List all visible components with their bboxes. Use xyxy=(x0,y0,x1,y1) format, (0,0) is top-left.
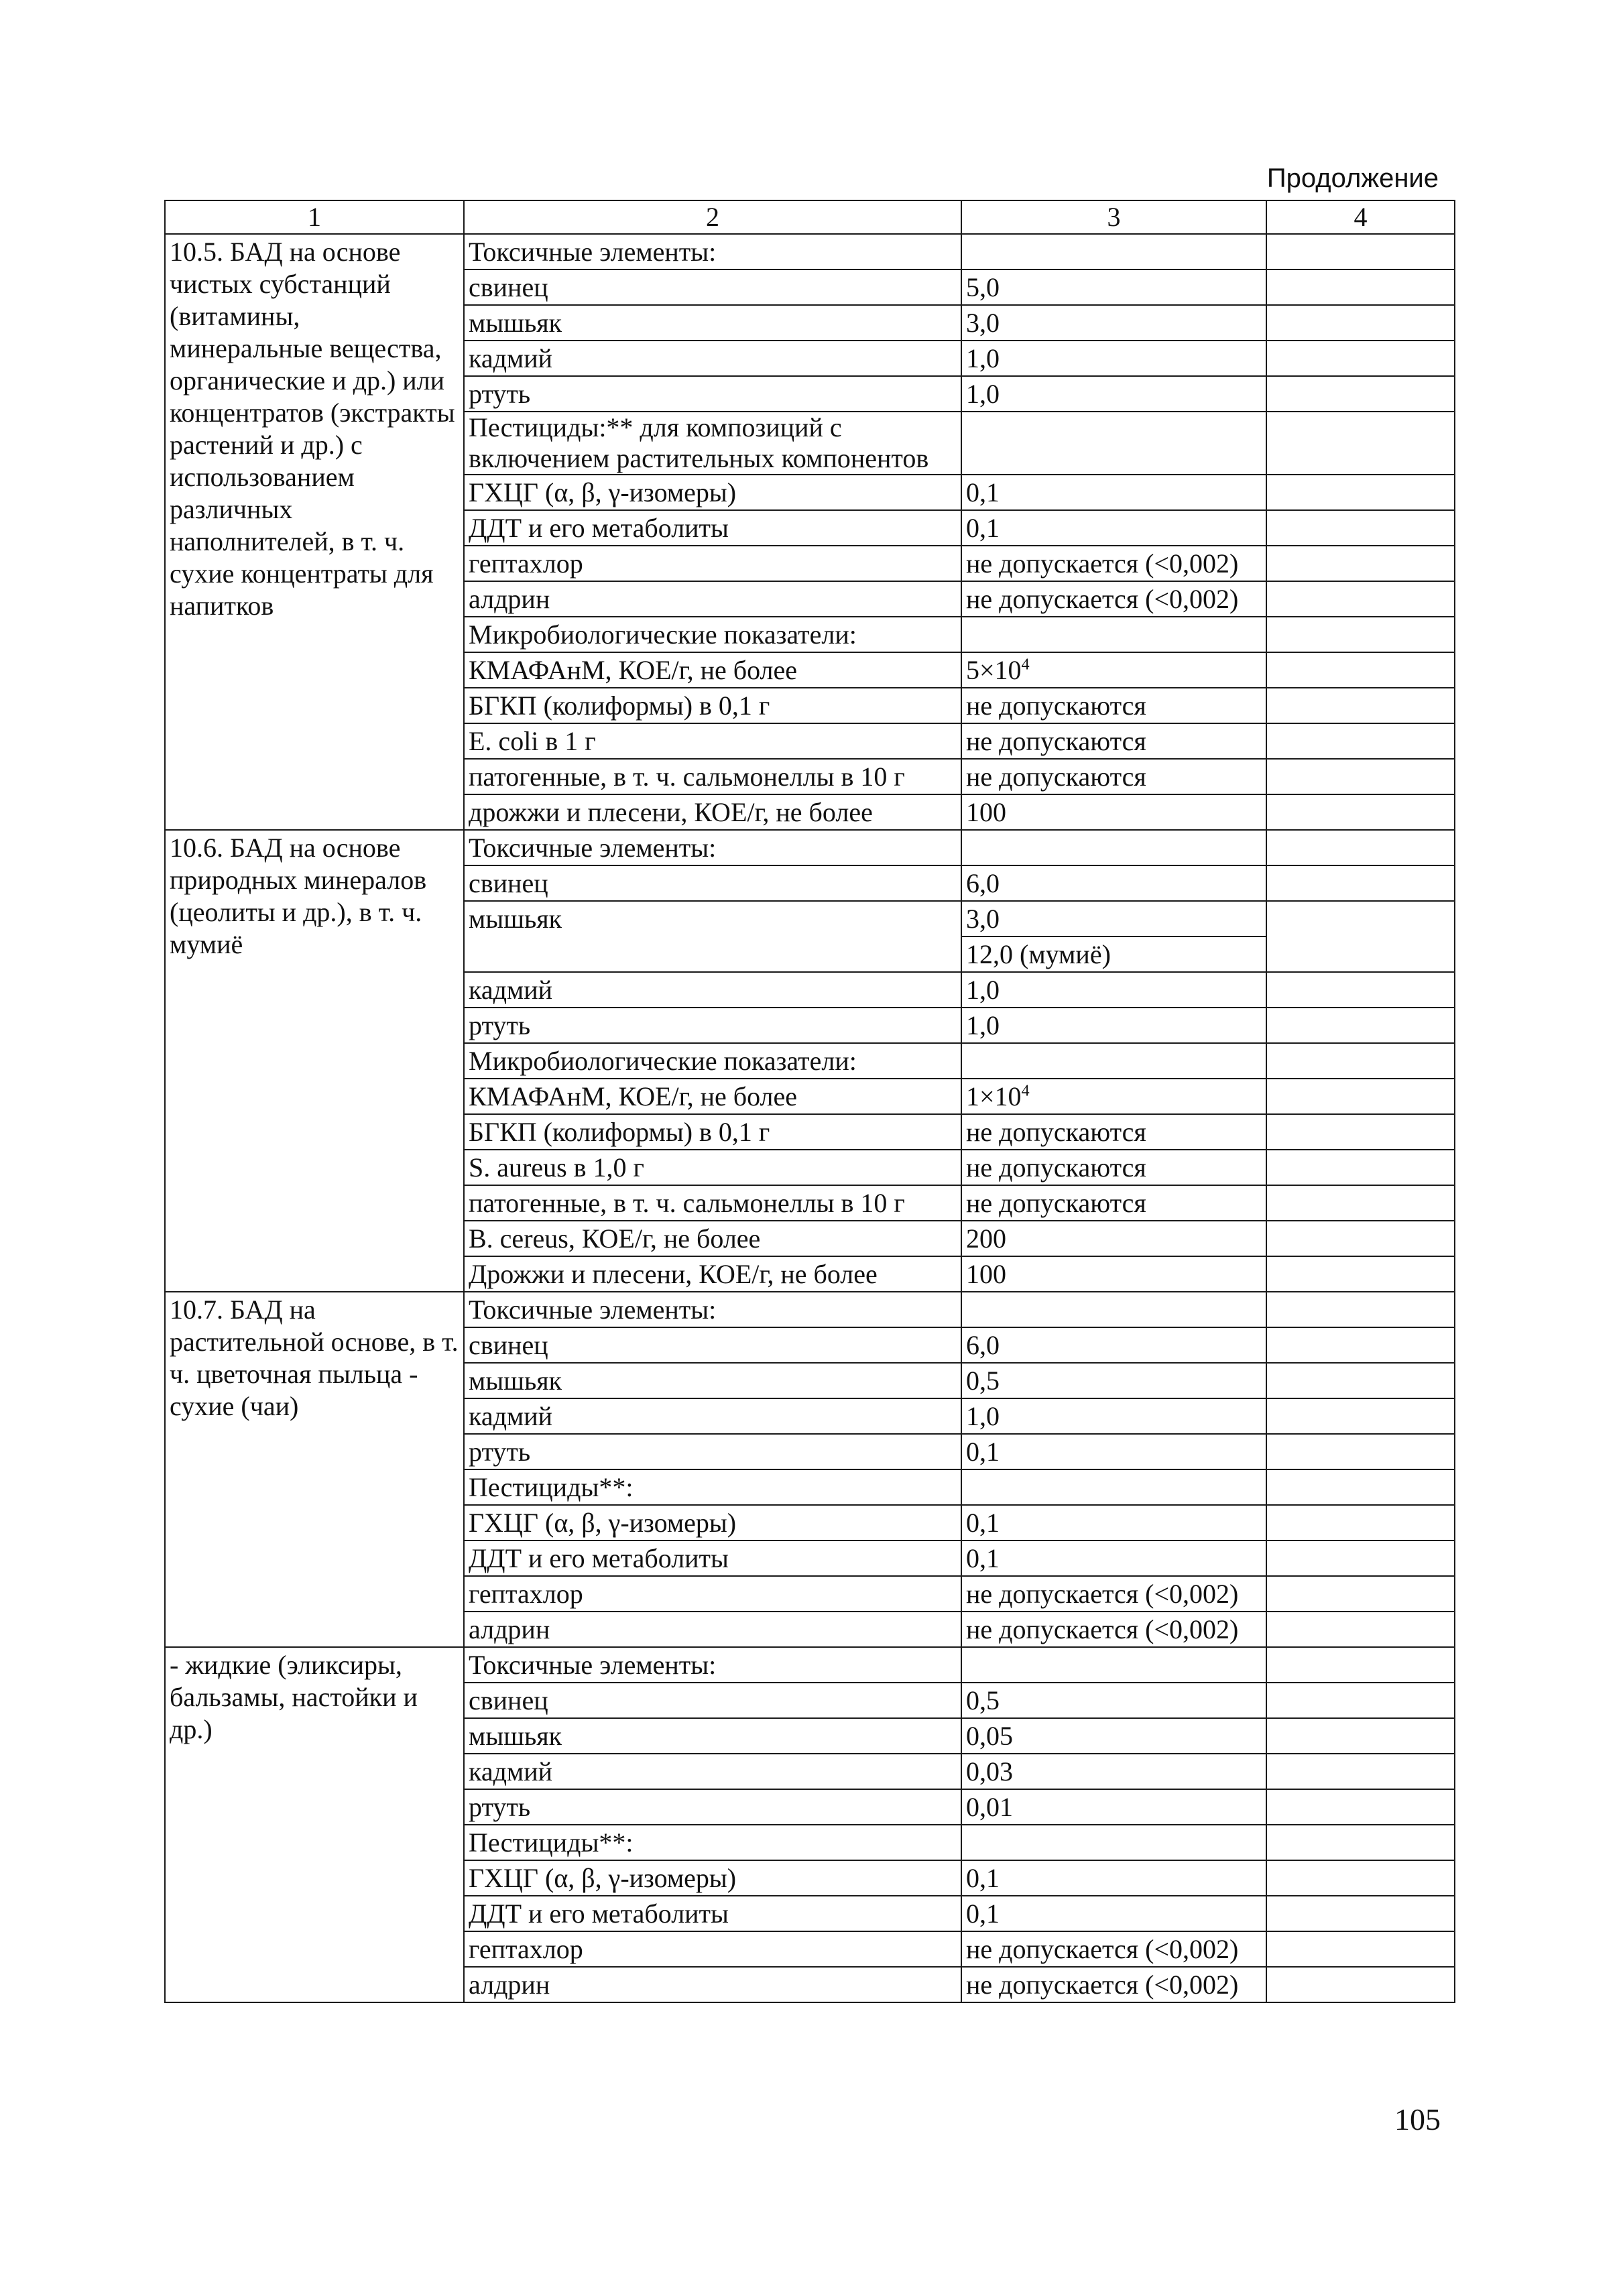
empty-cell xyxy=(1266,546,1455,581)
empty-cell xyxy=(1266,1931,1455,1967)
section-name: 10.7. БАД на растительной основе, в т. ч. цветочная пыльца - сухие (чаи) xyxy=(165,1292,464,1647)
value-text: 5,0 xyxy=(966,272,1000,302)
indicator-cell: кадмий xyxy=(464,341,961,376)
empty-cell xyxy=(1266,1185,1455,1221)
value-text: 3,0 xyxy=(966,904,1000,934)
indicator-cell: КМАФАнМ, КОЕ/г, не более xyxy=(464,1079,961,1114)
empty-cell xyxy=(1266,1256,1455,1292)
value-cell xyxy=(961,510,1266,546)
column-header: 2 xyxy=(464,200,961,234)
value-cell xyxy=(961,723,1266,759)
value-cell xyxy=(961,1256,1266,1292)
value-text: 3,0 xyxy=(966,308,1000,338)
indicator-cell: БГКП (колиформы) в 0,1 г xyxy=(464,1114,961,1150)
empty-cell xyxy=(1266,1647,1455,1683)
value-text: 1×10 xyxy=(966,1081,1022,1111)
value-text: не допускаются xyxy=(966,1152,1146,1183)
continuation-label: Продолжение xyxy=(1266,164,1439,193)
value-text: не допускаются xyxy=(966,690,1146,721)
value-cell xyxy=(961,1114,1266,1150)
empty-cell xyxy=(1266,1860,1455,1896)
value-cell xyxy=(961,1896,1266,1931)
value-cell xyxy=(961,376,1266,412)
requirements-table xyxy=(164,200,1455,2003)
value-text: 0,5 xyxy=(966,1366,1000,1396)
section-name: 10.6. БАД на основе природных минералов (цеолиты и др.), в т. ч. мумиё xyxy=(165,830,464,1292)
value-cell xyxy=(961,759,1266,794)
indicator-cell: ртуть xyxy=(464,1008,961,1043)
empty-cell xyxy=(1266,723,1455,759)
indicator-cell: ртуть xyxy=(464,1434,961,1469)
value-exponent: 4 xyxy=(1021,1082,1030,1100)
empty-cell xyxy=(1266,1150,1455,1185)
indicator-cell: ДДТ и его метаболиты xyxy=(464,1540,961,1576)
indicator-cell: свинец xyxy=(464,1683,961,1718)
indicator-cell: КМАФАнМ, КОЕ/г, не более xyxy=(464,652,961,688)
indicator-cell: Пестициды:** для композиций с включением растительных компонентов xyxy=(464,412,961,475)
value-cell xyxy=(961,1185,1266,1221)
value-text: 200 xyxy=(966,1223,1006,1254)
value-cell xyxy=(961,1789,1266,1825)
indicator-cell: кадмий xyxy=(464,1754,961,1789)
empty-cell xyxy=(1266,1505,1455,1540)
indicator-cell: свинец xyxy=(464,865,961,901)
value-cell xyxy=(961,1647,1266,1683)
section-name: 10.5. БАД на основе чистых субстанций (витамины, минеральные вещества, органические и др.) или концентратов (экстракты растений и др.) с использованием различных наполнителей, в т. ч. сухие концентраты для напитков xyxy=(165,234,464,830)
value-text: 0,5 xyxy=(966,1685,1000,1715)
value-cell xyxy=(961,1221,1266,1256)
value-text: не допускаются xyxy=(966,1188,1146,1218)
empty-cell xyxy=(1266,1825,1455,1860)
value-text: не допускается (<0,002) xyxy=(966,1614,1239,1644)
empty-cell xyxy=(1266,1079,1455,1114)
value-cell xyxy=(961,617,1266,652)
indicator-cell: кадмий xyxy=(464,972,961,1008)
empty-cell xyxy=(1266,1789,1455,1825)
indicator-cell: Пестициды**: xyxy=(464,1469,961,1505)
empty-cell xyxy=(1266,1896,1455,1931)
value-cell xyxy=(961,865,1266,901)
value-cell xyxy=(961,901,1266,936)
empty-cell xyxy=(1266,341,1455,376)
page-number: 105 xyxy=(1394,2102,1441,2136)
value-text: не допускаются xyxy=(966,1117,1146,1147)
value-text: 100 xyxy=(966,797,1006,827)
value-cell xyxy=(961,1683,1266,1718)
value-cell xyxy=(961,475,1266,510)
value-cell xyxy=(961,1150,1266,1185)
empty-cell xyxy=(1266,510,1455,546)
empty-cell xyxy=(1266,475,1455,510)
value-cell xyxy=(961,1576,1266,1612)
indicator-cell: ГХЦГ (α, β, γ-изомеры) xyxy=(464,475,961,510)
indicator-cell: Дрожжи и плесени, КОЕ/г, не более xyxy=(464,1256,961,1292)
indicator-cell: мышьяк xyxy=(464,305,961,341)
value-text: 0,03 xyxy=(966,1756,1013,1787)
indicator-cell: алдрин xyxy=(464,1612,961,1647)
value-cell xyxy=(961,1398,1266,1434)
value-text: не допускаются xyxy=(966,762,1146,792)
value-cell xyxy=(961,1079,1266,1114)
indicator-cell: Токсичные элементы: xyxy=(464,830,961,865)
value-text: 0,1 xyxy=(966,1543,1000,1573)
empty-cell xyxy=(1266,1221,1455,1256)
empty-cell xyxy=(1266,234,1455,269)
value-text: не допускается (<0,002) xyxy=(966,1934,1239,1964)
indicator-cell: патогенные, в т. ч. сальмонеллы в 10 г xyxy=(464,759,961,794)
indicator-cell: БГКП (колиформы) в 0,1 г xyxy=(464,688,961,723)
value-text: 0,1 xyxy=(966,1898,1000,1929)
value-cell xyxy=(961,1931,1266,1967)
empty-cell xyxy=(1266,794,1455,830)
empty-cell xyxy=(1266,1008,1455,1043)
table-body xyxy=(165,234,1455,2002)
column-header: 1 xyxy=(165,200,464,234)
empty-cell xyxy=(1266,1967,1455,2002)
indicator-cell: алдрин xyxy=(464,1967,961,2002)
table-row xyxy=(165,830,1455,865)
value-cell xyxy=(961,1612,1266,1647)
column-header: 4 xyxy=(1266,200,1455,234)
empty-cell xyxy=(1266,1292,1455,1327)
empty-cell xyxy=(1266,269,1455,305)
value-cell xyxy=(961,581,1266,617)
value-cell xyxy=(961,546,1266,581)
value-cell xyxy=(961,412,1266,475)
value-cell xyxy=(961,1008,1266,1043)
indicator-cell: ртуть xyxy=(464,1789,961,1825)
empty-cell xyxy=(1266,1114,1455,1150)
indicator-cell: мышьяк xyxy=(464,1363,961,1398)
value-text: 0,01 xyxy=(966,1792,1013,1822)
value-cell xyxy=(961,830,1266,865)
value-text: 0,1 xyxy=(966,513,1000,543)
value-text: не допускается (<0,002) xyxy=(966,548,1239,579)
value-text: 1,0 xyxy=(966,1401,1000,1431)
value-text: 0,1 xyxy=(966,1508,1000,1538)
value-text: 0,05 xyxy=(966,1721,1013,1751)
empty-cell xyxy=(1266,1612,1455,1647)
section-name: - жидкие (эликсиры, бальзамы, настойки и др.) xyxy=(165,1647,464,2002)
indicator-cell: гептахлор xyxy=(464,1576,961,1612)
value-cell xyxy=(961,1718,1266,1754)
empty-cell xyxy=(1266,865,1455,901)
value-exponent: 4 xyxy=(1021,656,1030,674)
table-row xyxy=(165,1647,1455,1683)
value-cell xyxy=(961,1469,1266,1505)
value-cell xyxy=(961,1327,1266,1363)
value-text: 1,0 xyxy=(966,379,1000,409)
value-cell xyxy=(961,1860,1266,1896)
value-text: 1,0 xyxy=(966,1010,1000,1040)
empty-cell xyxy=(1266,901,1455,972)
indicator-cell: ДДТ и его метаболиты xyxy=(464,1896,961,1931)
empty-cell xyxy=(1266,972,1455,1008)
indicator-cell: патогенные, в т. ч. сальмонеллы в 10 г xyxy=(464,1185,961,1221)
empty-cell xyxy=(1266,1718,1455,1754)
value-cell xyxy=(961,1043,1266,1079)
indicator-cell: гептахлор xyxy=(464,546,961,581)
empty-cell xyxy=(1266,1398,1455,1434)
empty-cell xyxy=(1266,1754,1455,1789)
empty-cell xyxy=(1266,305,1455,341)
value-text: не допускаются xyxy=(966,726,1146,756)
empty-cell xyxy=(1266,617,1455,652)
indicator-cell: мышьяк xyxy=(464,901,961,972)
empty-cell xyxy=(1266,412,1455,475)
indicator-cell: S. aureus в 1,0 г xyxy=(464,1150,961,1185)
value-text: 5×10 xyxy=(966,655,1022,685)
value-cell xyxy=(961,1540,1266,1576)
indicator-cell: алдрин xyxy=(464,581,961,617)
empty-cell xyxy=(1266,376,1455,412)
value-text: не допускается (<0,002) xyxy=(966,584,1239,614)
indicator-cell: мышьяк xyxy=(464,1718,961,1754)
empty-cell xyxy=(1266,1469,1455,1505)
value-text: 0,1 xyxy=(966,477,1000,507)
indicator-cell: Микробиологические показатели: xyxy=(464,617,961,652)
value-text: 1,0 xyxy=(966,975,1000,1005)
indicator-cell: ГХЦГ (α, β, γ-изомеры) xyxy=(464,1505,961,1540)
value-text: 6,0 xyxy=(966,1330,1000,1360)
value-cell xyxy=(961,1825,1266,1860)
value-cell xyxy=(961,341,1266,376)
indicator-cell: дрожжи и плесени, КОЕ/г, не более xyxy=(464,794,961,830)
indicator-cell: Токсичные элементы: xyxy=(464,234,961,269)
value-cell xyxy=(961,688,1266,723)
value-text: не допускается (<0,002) xyxy=(966,1970,1239,2000)
value-text: 1,0 xyxy=(966,343,1000,373)
value-cell xyxy=(961,1434,1266,1469)
value-cell: 12,0 (мумиё) xyxy=(961,936,1266,972)
value-cell xyxy=(961,234,1266,269)
empty-cell xyxy=(1266,1683,1455,1718)
empty-cell xyxy=(1266,759,1455,794)
column-header: 3 xyxy=(961,200,1266,234)
empty-cell xyxy=(1266,1576,1455,1612)
value-cell xyxy=(961,269,1266,305)
empty-cell xyxy=(1266,688,1455,723)
value-text: 0,1 xyxy=(966,1863,1000,1893)
value-cell xyxy=(961,1292,1266,1327)
indicator-cell: Пестициды**: xyxy=(464,1825,961,1860)
empty-cell xyxy=(1266,1043,1455,1079)
value-cell xyxy=(961,1505,1266,1540)
indicator-cell: Микробиологические показатели: xyxy=(464,1043,961,1079)
empty-cell xyxy=(1266,830,1455,865)
indicator-cell: ДДТ и его метаболиты xyxy=(464,510,961,546)
indicator-cell: E. coli в 1 г xyxy=(464,723,961,759)
value-text: 100 xyxy=(966,1259,1006,1289)
value-text: не допускается (<0,002) xyxy=(966,1579,1239,1609)
value-text: 0,1 xyxy=(966,1437,1000,1467)
empty-cell xyxy=(1266,1363,1455,1398)
indicator-cell: B. cereus, КОЕ/г, не более xyxy=(464,1221,961,1256)
value-cell xyxy=(961,652,1266,688)
table-row xyxy=(165,1292,1455,1327)
empty-cell xyxy=(1266,1540,1455,1576)
indicator-cell: ГХЦГ (α, β, γ-изомеры) xyxy=(464,1860,961,1896)
indicator-cell: Токсичные элементы: xyxy=(464,1647,961,1683)
empty-cell xyxy=(1266,1434,1455,1469)
value-cell xyxy=(961,1967,1266,2002)
indicator-cell: кадмий xyxy=(464,1398,961,1434)
empty-cell xyxy=(1266,581,1455,617)
value-cell xyxy=(961,1363,1266,1398)
indicator-cell: свинец xyxy=(464,269,961,305)
value-text: 6,0 xyxy=(966,868,1000,898)
column-number-row xyxy=(165,200,1455,234)
value-cell xyxy=(961,794,1266,830)
empty-cell xyxy=(1266,1327,1455,1363)
empty-cell xyxy=(1266,652,1455,688)
value-cell xyxy=(961,972,1266,1008)
value-cell xyxy=(961,1754,1266,1789)
indicator-cell: Токсичные элементы: xyxy=(464,1292,961,1327)
indicator-cell: гептахлор xyxy=(464,1931,961,1967)
indicator-cell: свинец xyxy=(464,1327,961,1363)
table-row xyxy=(165,234,1455,269)
indicator-cell: ртуть xyxy=(464,376,961,412)
value-cell xyxy=(961,305,1266,341)
